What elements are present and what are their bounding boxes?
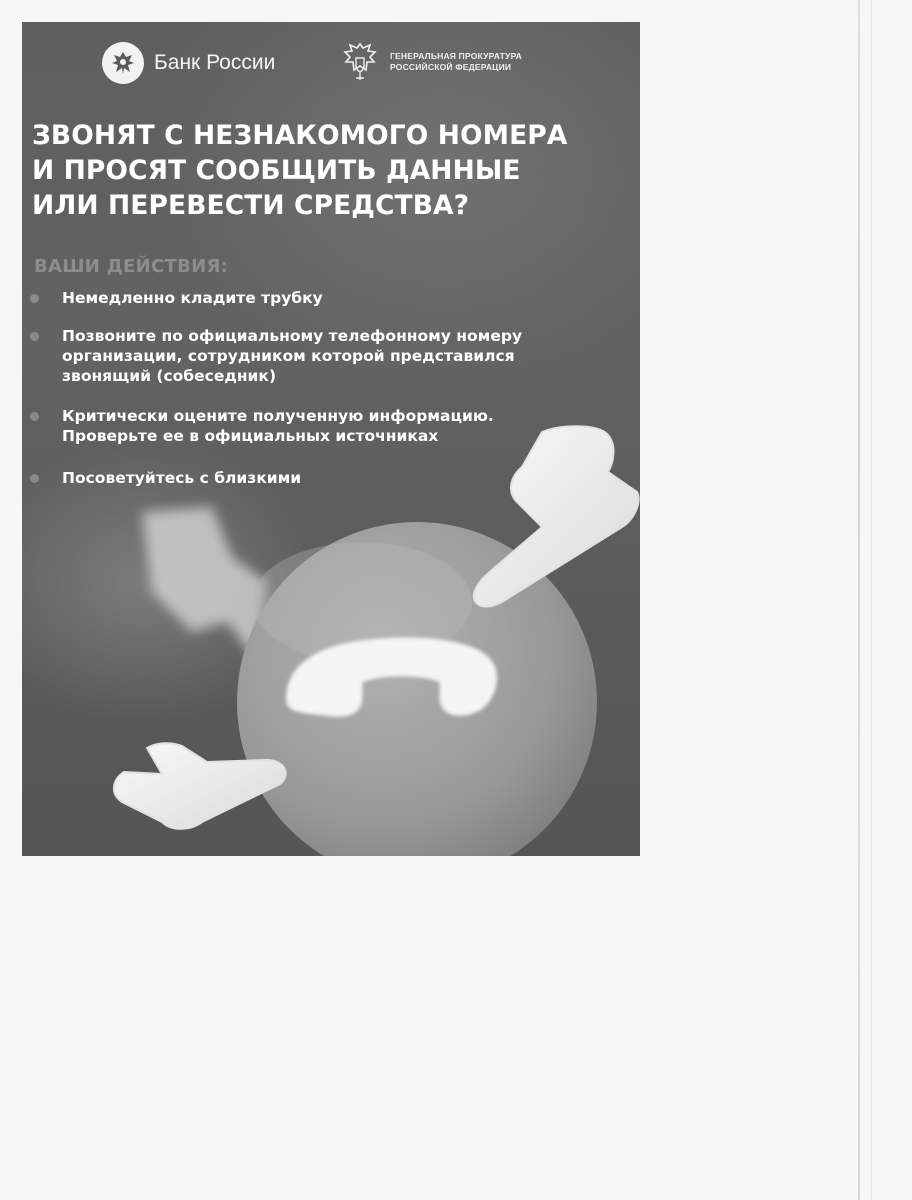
eagle-emblem-icon xyxy=(102,42,144,84)
bank-of-russia-logo xyxy=(102,42,275,84)
prosecutor-line-1: ГЕНЕРАЛЬНАЯ ПРОКУРАТУРА xyxy=(390,51,523,61)
prosecutor-line-2: РОССИЙСКОЙ ФЕДЕРАЦИИ xyxy=(390,62,512,72)
bullet-icon xyxy=(30,332,39,341)
action-text: Позвоните по официальному телефонному номеру организации, сотрудником которой представился звонящий (собеседник) xyxy=(62,327,523,385)
prosecutor-general-logo xyxy=(340,40,522,84)
bullet-icon xyxy=(30,294,39,303)
action-text: Немедленно кладите трубку xyxy=(62,289,323,307)
poster-header xyxy=(22,40,640,88)
lightning-bolt-icon xyxy=(474,426,639,606)
headline-line-1: ЗВОНЯТ С НЕЗНАКОМОГО НОМЕРА xyxy=(32,120,568,151)
bank-name: Банк России xyxy=(154,51,276,74)
scan-edge-secondary xyxy=(871,0,872,1200)
double-eagle-emblem-icon xyxy=(340,40,380,84)
headline-line-3: ИЛИ ПЕРЕВЕСТИ СРЕДСТВА? xyxy=(32,190,470,221)
lightning-bolt-icon xyxy=(142,507,267,662)
poster-headline xyxy=(32,118,632,223)
actions-title: ВАШИ ДЕЙСТВИЯ: xyxy=(34,256,229,277)
fraud-warning-poster xyxy=(22,22,640,856)
action-text: Посоветуйтесь с близкими xyxy=(62,469,302,487)
scan-edge xyxy=(858,0,860,1200)
headline-line-2: И ПРОСЯТ СООБЩИТЬ ДАННЫЕ xyxy=(32,155,521,186)
bullet-icon xyxy=(30,412,39,421)
prosecutor-general-name xyxy=(390,51,522,73)
action-text: Критически оцените полученную информацию. Проверьте ее в официальных источниках xyxy=(62,407,494,445)
bullet-icon xyxy=(30,474,39,483)
